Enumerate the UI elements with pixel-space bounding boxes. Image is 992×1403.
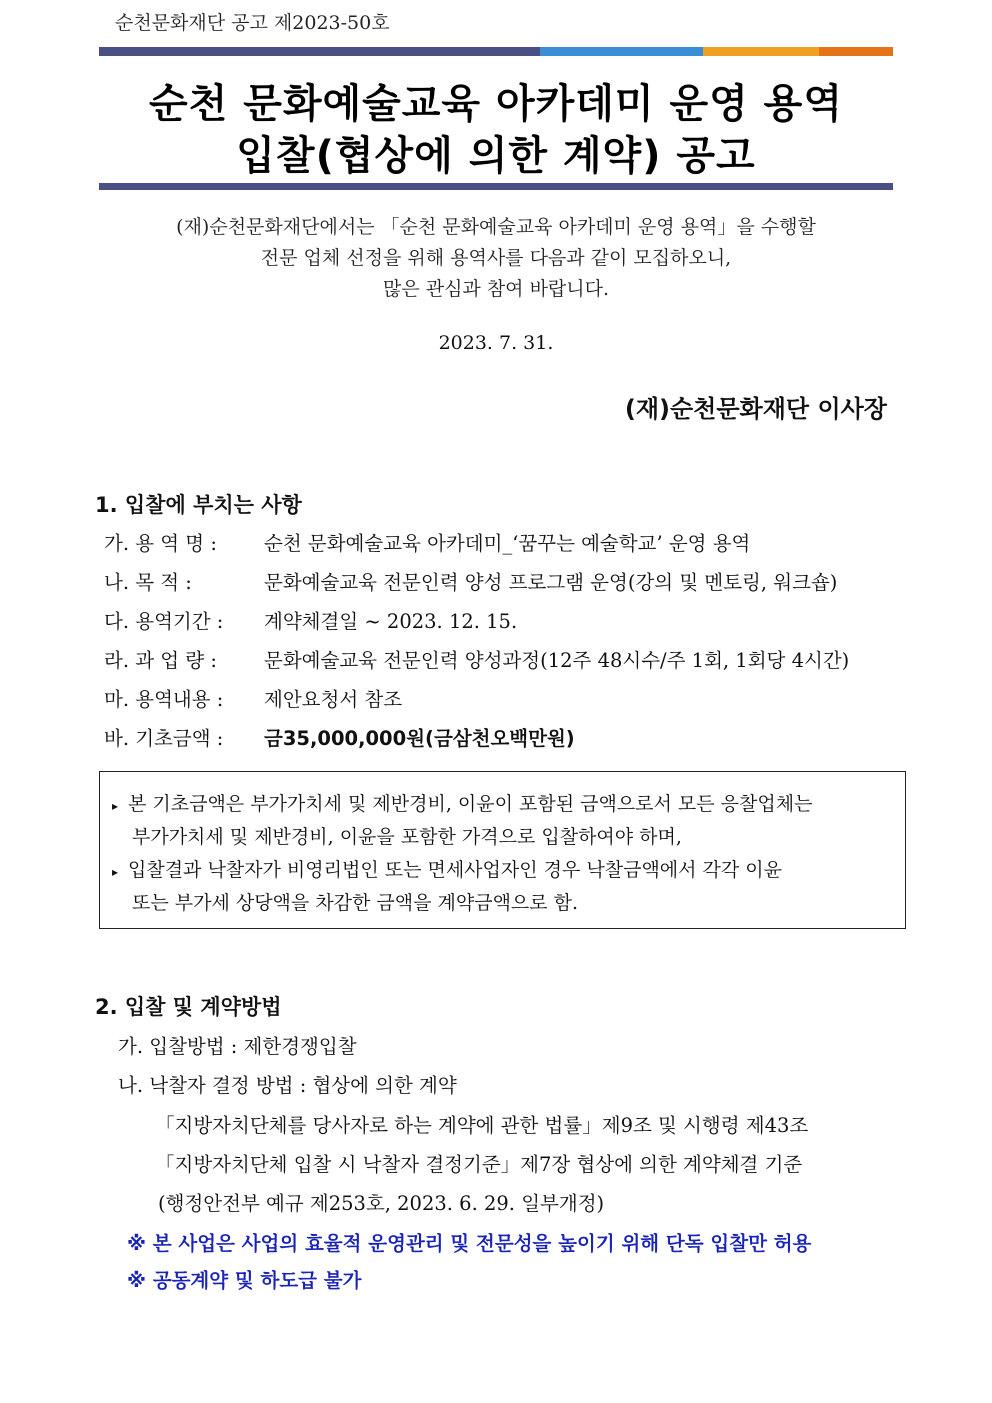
item-value: 문화예술교육 전문인력 양성 프로그램 운영(강의 및 멘토링, 워크숍) — [264, 571, 838, 594]
section2-heading: 2. 입찰 및 계약방법 — [95, 995, 282, 1019]
intro-line3: 많은 관심과 참여 바랍니다. — [382, 278, 610, 300]
item-value: 제안요청서 참조 — [264, 688, 403, 711]
item-service-name — [104, 528, 750, 556]
item-label: 라. 과 업 량 : — [104, 649, 217, 672]
item-label: 나. 목 적 : — [104, 571, 192, 594]
box-line4: 또는 부가세 상당액을 차감한 금액을 계약금액으로 함. — [132, 892, 579, 914]
item-value: 금35,000,000원(금삼천오백만원) — [264, 727, 575, 750]
law-reference-1: 「지방자치단체를 당사자로 하는 계약에 관한 법률」제9조 및 시행령 제43조 — [155, 1114, 809, 1137]
triangle-bullet-icon: ▸ — [112, 865, 119, 879]
box-line3 — [112, 855, 782, 882]
color-bar-segment — [540, 47, 703, 56]
item-label: 바. 기초금액 : — [104, 727, 224, 750]
title-underline-bar — [99, 183, 893, 190]
item-period — [104, 606, 517, 634]
item-label: 마. 용역내용 : — [104, 688, 224, 711]
color-bar-segment — [703, 47, 819, 56]
winner-method: 나. 낙찰자 결정 방법 : 협상에 의한 계약 — [118, 1074, 457, 1097]
issuer: (재)순천문화재단 이사장 — [624, 395, 887, 423]
page-title-line2: 입찰(협상에 의한 계약) 공고 — [236, 133, 756, 179]
item-content — [104, 684, 402, 712]
box-line2: 부가가치세 및 제반경비, 이윤을 포함한 가격으로 입찰하여야 하며, — [132, 826, 682, 848]
notice-number: 순천문화재단 공고 제2023-50호 — [115, 12, 390, 34]
price-notice-box — [99, 771, 906, 929]
item-value: 순천 문화예술교육 아카데미_‘꿈꾸는 예술학교’ 운영 용역 — [264, 532, 751, 555]
triangle-bullet-icon: ▸ — [112, 799, 119, 813]
section1-heading: 1. 입찰에 부치는 사항 — [95, 493, 302, 517]
box-line1 — [112, 789, 812, 816]
page-title-line1: 순천 문화예술교육 아카데미 운영 용역 — [149, 81, 843, 127]
note-no-subcontract: ※ 공동계약 및 하도급 불가 — [127, 1269, 362, 1292]
color-bar-segment — [99, 47, 540, 56]
box-text: 입찰결과 낙찰자가 비영리법인 또는 면세사업자인 경우 낙찰금액에서 각각 이윤 — [128, 859, 783, 881]
header-color-bar — [99, 47, 893, 56]
item-purpose — [104, 567, 837, 595]
item-label: 다. 용역기간 : — [104, 610, 224, 633]
law-reference-3: (행정안전부 예규 제253호, 2023. 6. 29. 일부개정) — [158, 1192, 605, 1215]
note-single-bid: ※ 본 사업은 사업의 효율적 운영관리 및 전문성을 높이기 위해 단독 입찰만 허용 — [127, 1232, 812, 1255]
law-reference-2: 「지방자치단체 입찰 시 낙찰자 결정기준」제7장 협상에 의한 계약체결 기준 — [155, 1153, 803, 1176]
item-base-price — [104, 723, 575, 751]
item-value: 계약체결일 ~ 2023. 12. 15. — [264, 610, 518, 633]
intro-line1: (재)순천문화재단에서는 「순천 문화예술교육 아카데미 운영 용역」을 수행할 — [176, 216, 816, 238]
item-value: 문화예술교육 전문인력 양성과정(12주 48시수/주 1회, 1회당 4시간) — [264, 649, 850, 672]
notice-date: 2023. 7. 31. — [438, 332, 554, 354]
color-bar-segment — [819, 47, 893, 56]
intro-line2: 전문 업체 선정을 위해 용역사를 다음과 같이 모집하오니, — [260, 247, 732, 269]
item-label: 가. 용 역 명 : — [104, 532, 217, 555]
box-text: 본 기초금액은 부가가치세 및 제반경비, 이윤이 포함된 금액으로서 모든 응찰업체는 — [128, 793, 813, 815]
bid-method: 가. 입찰방법 : 제한경쟁입찰 — [118, 1035, 357, 1058]
item-workload — [104, 645, 849, 673]
